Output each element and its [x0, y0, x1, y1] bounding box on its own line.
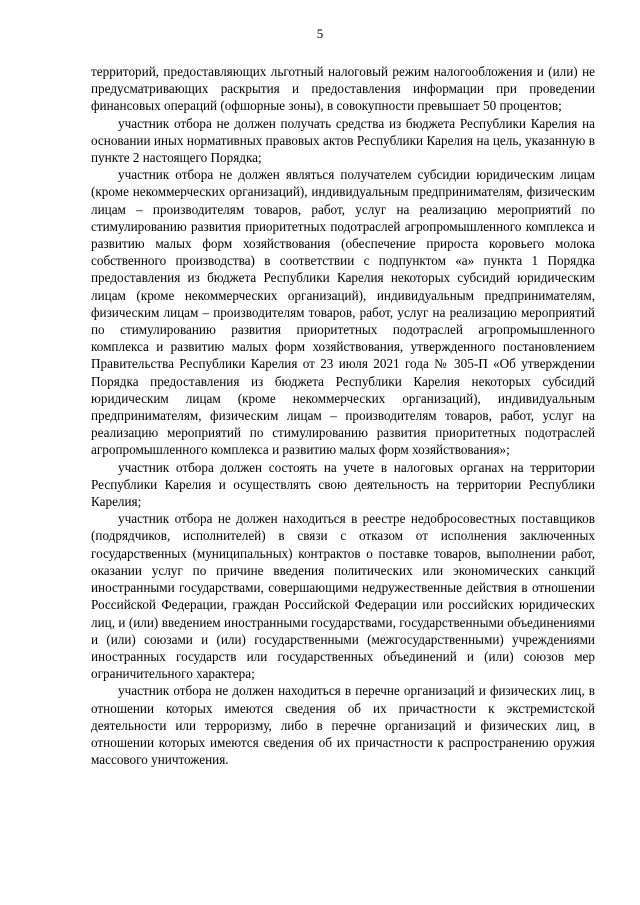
paragraph-subsidy-recipient: участник отбора не должен являться получателем субсидии юридическим лицам (кроме некоммерческих организаций), индивидуальным предпринимателям, физическим лицам – производителям товаров, работ, услуг на реализацию мероприятий по стимулированию развития приоритетных подотраслей агропромышленного комплекса и развитию малых форм хозяйствования (обеспечение прироста коровьего молока собственного производства) в соответствии с подпунктом «а» пункта 1 Порядка предоставления из бюджета Республики Карелия некоторых субсидий юридическим лицам (кроме некоммерческих организаций), индивидуальным предпринимателям, физическим лицам – производителям товаров, работ, услуг на реализацию мероприятий по стимулированию развития приоритетных подотраслей агропромышленного комплекса и развитию малых форм хозяйствования, утвержденного постановлением Правительства Республики Карелия от 23 июля 2021 года № 305-П «Об утверждении Порядка предоставления из бюджета Республики Карелия некоторых субсидий юридическим лицам (кроме некоммерческих организаций), индивидуальным предпринимателям, физическим лицам – производителям товаров, работ, услуг на реализацию мероприятий по стимулированию развития приоритетных подотраслей агропромышленного комплекса и развитию малых форм хозяйствования»;	[91, 167, 595, 458]
document-body	[91, 63, 595, 768]
page-number: 5	[316, 26, 324, 41]
paragraph-continuation: территорий, предоставляющих льготный налоговый режим налогообложения и (или) не предусматривающих раскрытия и предоставления информации при проведении финансовых операций (офшорные зоны), в совокупности превышает 50 процентов;	[91, 64, 595, 114]
paragraph-extremism-list: участник отбора не должен находиться в перечне организаций и физических лиц, в отношении которых имеются сведения об их причастности к экстремистской деятельности или терроризму, либо в перечне организаций и физических лиц, в отношении которых имеются сведения об их причастности к распространению оружия массового уничтожения.	[91, 683, 595, 768]
paragraph-tax-registration: участник отбора должен состоять на учете в налоговых органах на территории Республики Карелия и осуществлять свою деятельность на территории Республики Карелия;	[91, 459, 595, 510]
paragraph-budget-funds: участник отбора не должен получать средства из бюджета Республики Карелия на основании иных нормативных правовых актов Республики Карелия на цель, указанную в пункте 2 настоящего Порядка;	[91, 115, 595, 166]
paragraph-unscrupulous-suppliers: участник отбора не должен находиться в реестре недобросовестных поставщиков (подрядчиков, исполнителей) в связи с отказом от исполнения заключенных государственных (муниципальных) контрактов о поставке товаров, выполнении работ, оказании услуг по причине введения политических или экономических санкций иностранными государствами, совершающими недружественные действия в отношении Российской Федерации, граждан Российской Федерации или российских юридических лиц, и (или) введением иностранными государствами, государственными объединениями и (или) союзами и (или) государственными (межгосударственными) учреждениями иностранных государств или государственных объединений и (или) союзов мер ограничительного характера;	[91, 511, 595, 682]
